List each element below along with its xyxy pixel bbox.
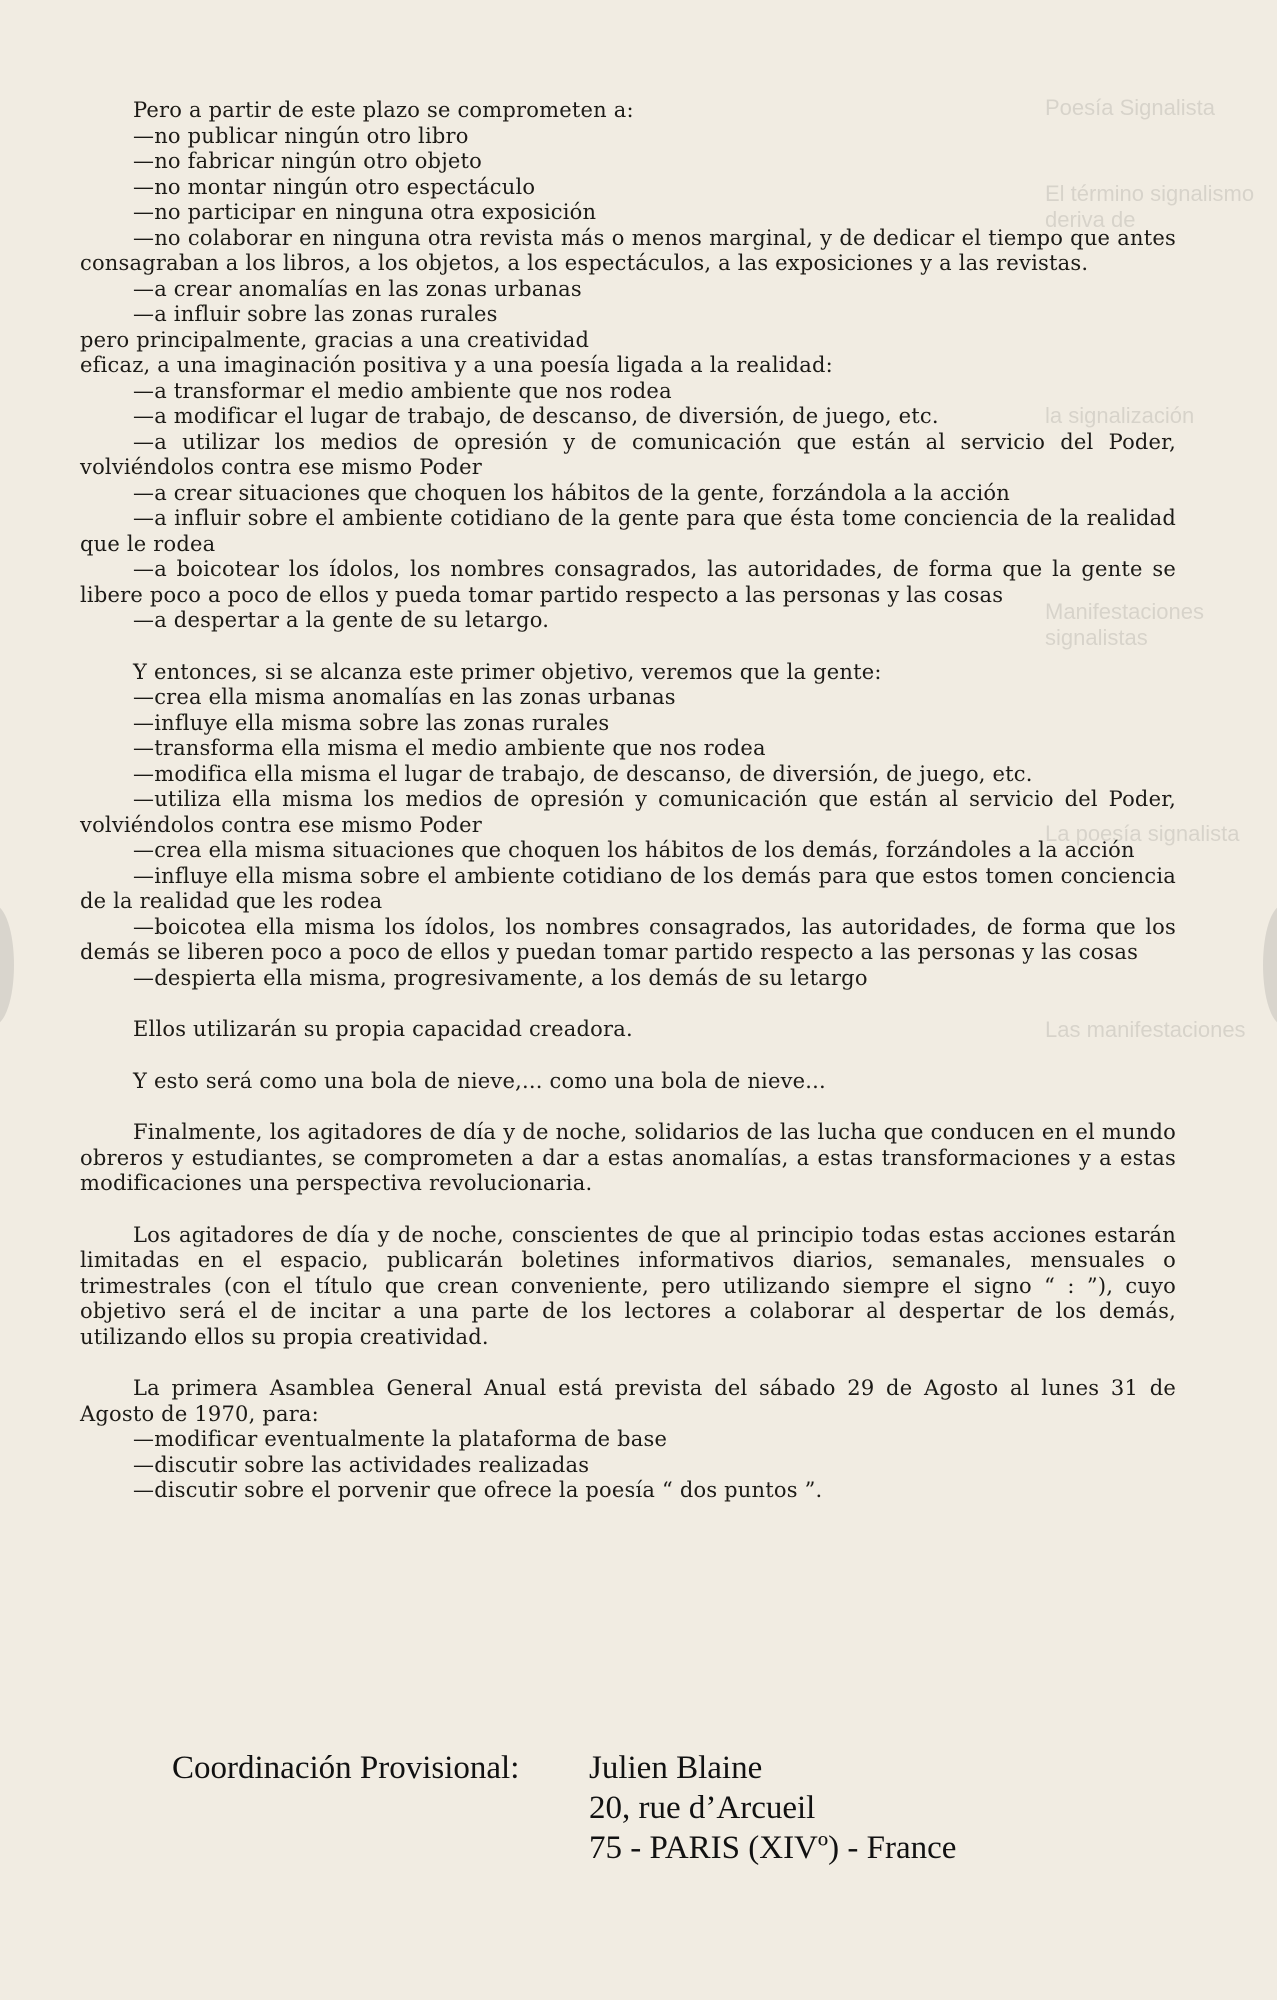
paragraph: —crea ella misma anomalías en las zonas urbanas [133, 685, 676, 709]
signature-name: Julien Blaine [589, 1750, 763, 1786]
paragraph: —discutir sobre las actividades realizadas [133, 1452, 590, 1477]
paragraph: Y entonces, si se alcanza este primer objetivo, veremos que la gente: [133, 659, 882, 684]
paragraph: —no participar en ninguna otra exposición [133, 200, 597, 224]
paragraph: —influye ella misma sobre el ambiente cotidiano de los demás para que estos tomen conciencia de la realidad que les rodea [80, 863, 1176, 913]
paragraph: —crea ella misma situaciones que choquen los hábitos de los demás, forzándoles a la acción [133, 838, 1135, 862]
paragraph: —no colaborar en ninguna otra revista más o menos marginal, y de dedicar el tiempo que antes consagraban a los libros, a los objetos, a los espectáculos, a las exposiciones y a las revistas. [80, 225, 1176, 275]
paragraph: —no montar ningún otro espectáculo [133, 174, 536, 199]
paragraph: —a transformar el medio ambiente que nos rodea [133, 378, 672, 403]
punch-hole-left [0, 905, 14, 1025]
paragraph: —a crear situaciones que choquen los hábitos de la gente, forzándola a la acción [133, 480, 1010, 505]
bleed-through-line: La poesía signalista [1045, 821, 1240, 846]
paragraph: —despierta ella misma, progresivamente, a los demás de su letargo [133, 965, 868, 990]
paragraph: —a crear anomalías en las zonas urbanas [133, 276, 582, 301]
paragraph: —transforma ella misma el medio ambiente que nos rodea [133, 736, 766, 760]
paragraph: —discutir sobre el porvenir que ofrece la poesía “ dos puntos ”. [133, 1478, 823, 1502]
paragraph: —no fabricar ningún otro objeto [133, 149, 483, 173]
bleed-through-line: Manifestaciones signalistas [1045, 599, 1204, 650]
paragraph: —no publicar ningún otro libro [133, 123, 469, 148]
paragraph: Pero a partir de este plazo se comprometen a: [133, 98, 634, 122]
paragraph: pero principalmente, gracias a una creatividad [80, 327, 590, 352]
signature-street: 20, rue d’Arcueil [589, 1790, 816, 1826]
paragraph: —a utilizar los medios de opresión y de comunicación que están al servicio del Poder, volviéndolos contra ese mismo Poder [80, 429, 1176, 479]
paragraph: La primera Asamblea General Anual está prevista del sábado 29 de Agosto al lunes 31 de Agosto de 1970, para: [80, 1376, 1176, 1426]
body-text [80, 98, 1176, 1504]
signature-label: Coordinación Provisional: [172, 1750, 520, 1786]
paragraph: —a boicotear los ídolos, los nombres consagrados, las autoridades, de forma que la gente se libere poco a poco de ellos y pueda tomar partido respecto a las personas y las cosas [80, 557, 1176, 607]
signature-city: 75 - PARIS (XIVº) - France [589, 1830, 957, 1866]
paragraph: —a influir sobre las zonas rurales [133, 302, 498, 326]
bleed-through-line: la signalización [1045, 403, 1195, 428]
bleed-through-line: Las manifestaciones [1045, 1017, 1246, 1042]
paragraph: —a influir sobre el ambiente cotidiano de la gente para que ésta tome conciencia de la realidad que le rodea [80, 506, 1176, 556]
paragraph: —boicotea ella misma los ídolos, los nombres consagrados, las autoridades, de forma que los demás se liberen poco a poco de ellos y puedan tomar partido respecto a las personas y las cosas [80, 914, 1176, 964]
paragraph: —influye ella misma sobre las zonas rurales [133, 710, 610, 735]
paragraph: Y esto será como una bola de nieve,... como una bola de nieve... [133, 1068, 826, 1093]
paragraph: Finalmente, los agitadores de día y de noche, solidarios de las lucha que conducen en el mundo obreros y estudiantes, se comprometen a dar a estas anomalías, a estas transformaciones y a estas modificaciones una perspectiva revolucionaria. [80, 1120, 1176, 1195]
paragraph: eficaz, a una imaginación positiva y a una poesía ligada a la realidad: [80, 353, 833, 377]
paragraph: —modificar eventualmente la plataforma de base [133, 1427, 668, 1451]
paragraph: —utiliza ella misma los medios de opresión y comunicación que están al servicio del Poder, volviéndolos contra ese mismo Poder [80, 787, 1176, 837]
bleed-through-line: Poesía Signalista [1045, 95, 1215, 120]
signature-block [172, 1748, 956, 1868]
paragraph: —modifica ella misma el lugar de trabajo, de descanso, de diversión, de juego, etc. [133, 761, 1033, 786]
paragraph: —a modificar el lugar de trabajo, de descanso, de diversión, de juego, etc. [133, 404, 939, 428]
punch-hole-right [1263, 905, 1277, 1025]
bleed-through-line: El término signalismo deriva de [1045, 181, 1255, 232]
paragraph: Los agitadores de día y de noche, conscientes de que al principio todas estas acciones estarán limitadas en el espacio, publicarán boletines informativos diarios, semanales, mensuales o trimestrales (con el título que crean conveniente, pero utilizando siempre el signo “ : ”), cuyo objetivo será el de incitar a una parte de los lectores a colaborar al despertar de los demás, utilizando ellos su propia creatividad. [80, 1222, 1176, 1349]
paragraph: —a despertar a la gente de su letargo. [133, 608, 550, 632]
paragraph: Ellos utilizarán su propia capacidad creadora. [133, 1017, 633, 1041]
